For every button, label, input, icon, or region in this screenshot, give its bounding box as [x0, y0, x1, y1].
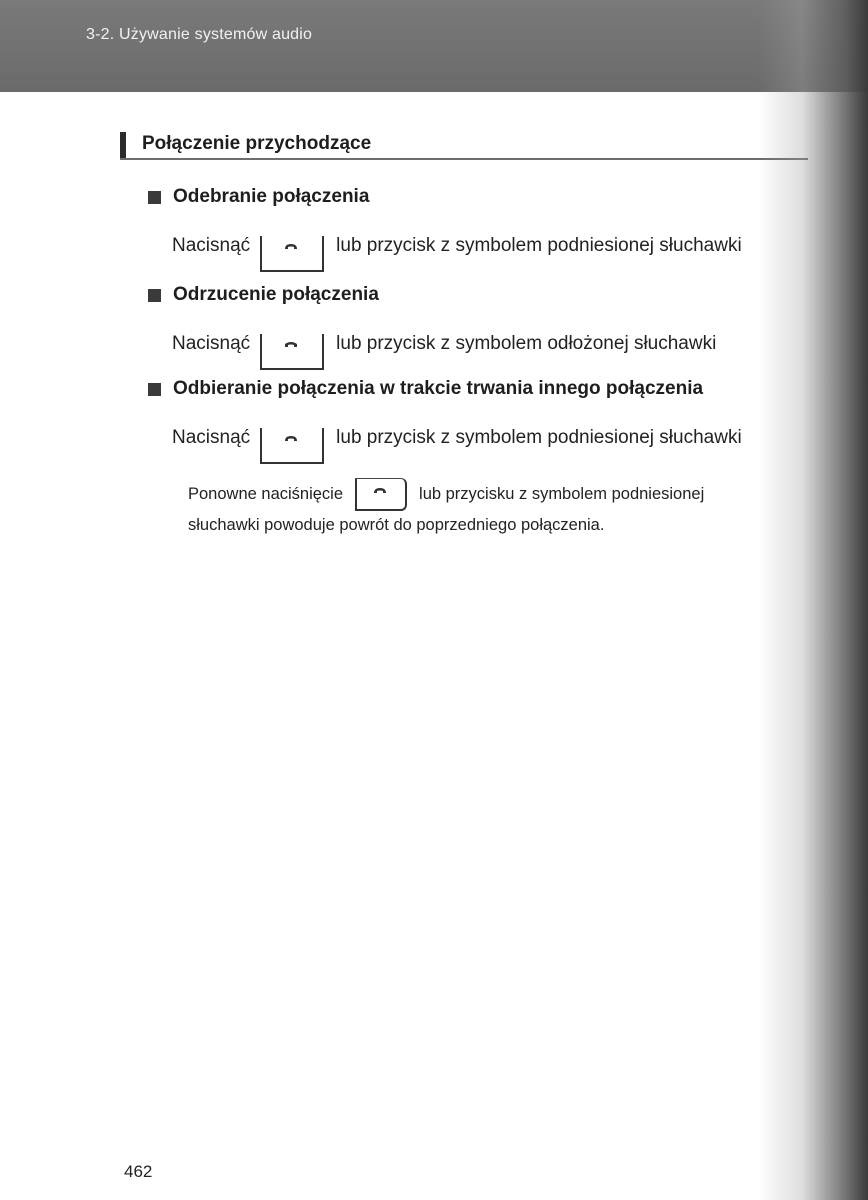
note-line-2 [188, 516, 604, 535]
section-heading [120, 130, 808, 160]
instruction-prefix: Nacisnąć [172, 427, 251, 448]
square-bullet-icon [148, 289, 161, 302]
section-marker [120, 132, 126, 158]
pickup-key [260, 428, 324, 464]
phone-pickup-icon [284, 242, 298, 252]
note-line-1 [188, 478, 704, 511]
subheading-text: Odrzucenie połączenia [173, 284, 379, 305]
square-bullet-icon [148, 191, 161, 204]
hangup-key [260, 334, 324, 370]
subheading-text: Odebranie połączenia [173, 186, 370, 207]
note-suffix: lub przycisku z symbolem podniesionej [419, 485, 705, 503]
instruction-line [172, 228, 742, 264]
phone-pickup-icon [284, 434, 298, 444]
instruction-suffix: lub przycisk z symbolem odłożonej słuchawki [336, 333, 717, 354]
instruction-suffix: lub przycisk z symbolem podniesionej słuchawki [336, 427, 742, 448]
instruction-prefix: Nacisnąć [172, 333, 251, 354]
page-number: 462 [124, 1162, 153, 1181]
subheading-text: Odbieranie połączenia w trakcie trwania innego połączenia [173, 378, 704, 399]
section-title: Połączenie przychodzące [142, 133, 372, 154]
instruction-line [172, 326, 716, 362]
pickup-key [355, 478, 407, 511]
instruction-prefix: Nacisnąć [172, 235, 251, 256]
breadcrumb: 3-2. Używanie systemów audio [86, 26, 313, 43]
note-text: słuchawki powoduje powrót do poprzedniego połączenia. [188, 516, 605, 534]
phone-pickup-icon [373, 486, 387, 496]
subheading-reject-call [148, 284, 379, 306]
page-header [0, 0, 868, 92]
note-prefix: Ponowne naciśnięcie [188, 485, 344, 503]
page-edge-shadow [758, 0, 868, 1200]
instruction-line [172, 420, 742, 456]
pickup-key [260, 236, 324, 272]
instruction-suffix: lub przycisk z symbolem podniesionej słuchawki [336, 235, 742, 256]
square-bullet-icon [148, 383, 161, 396]
phone-hangup-icon [284, 340, 298, 350]
subheading-call-waiting [148, 378, 703, 400]
subheading-answer-call [148, 186, 369, 208]
